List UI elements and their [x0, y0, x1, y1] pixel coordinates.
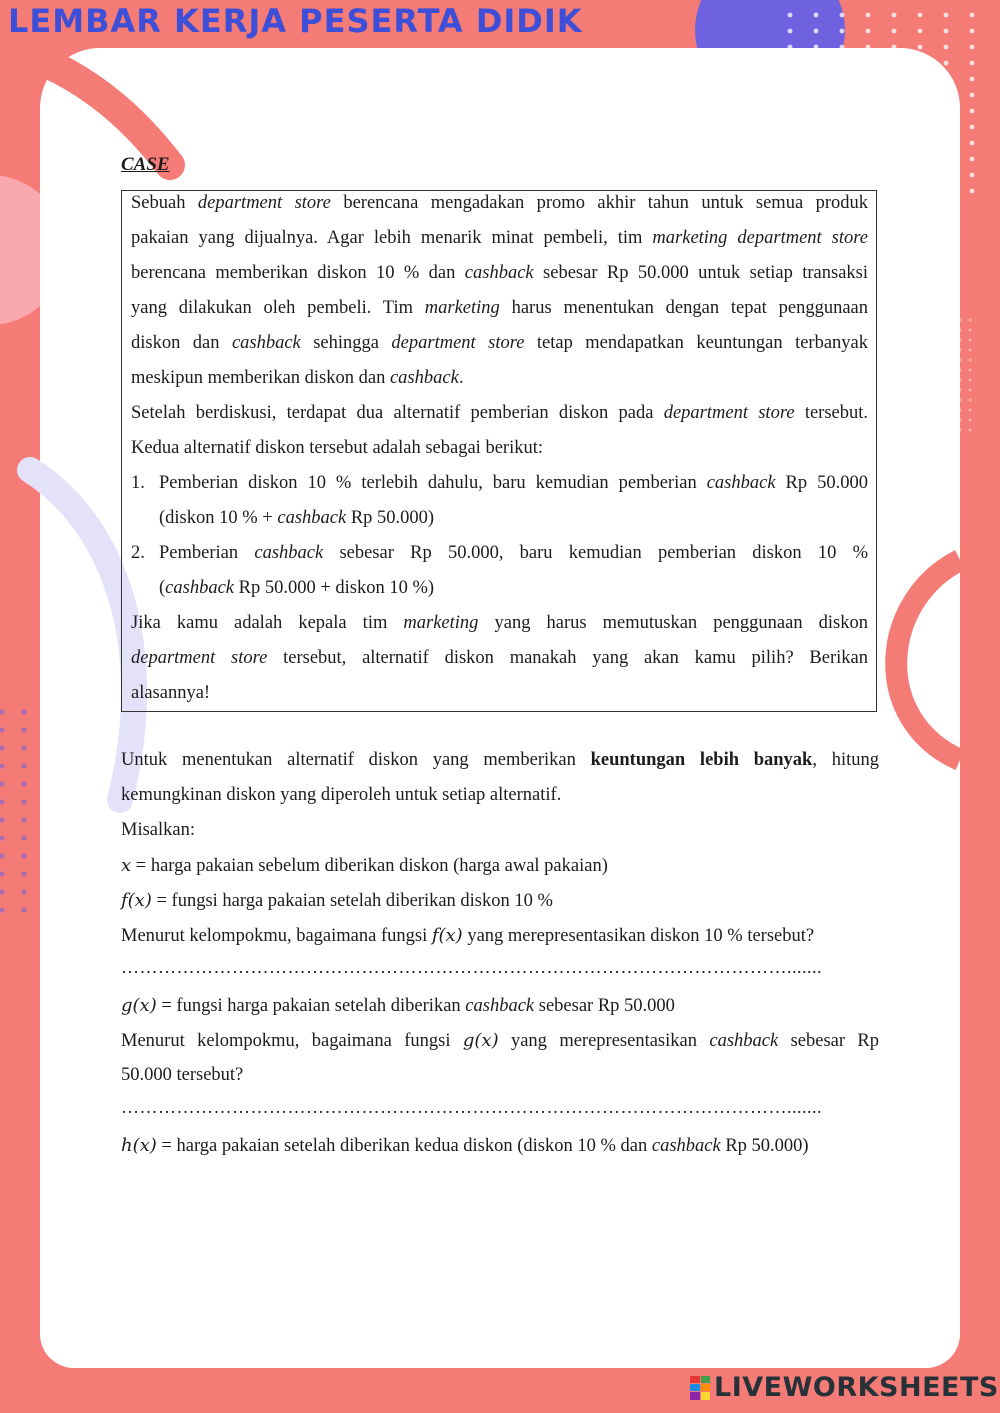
text-run: cashback — [651, 1136, 721, 1156]
liveworksheets-logo-icon — [690, 1376, 710, 1400]
case-heading: CASE — [121, 154, 170, 175]
text-run: meskipun memberikan diskon dan — [131, 368, 390, 388]
text-run: cashback — [465, 996, 535, 1016]
text-run: cashback — [464, 263, 534, 283]
text-run: x — [121, 855, 132, 876]
case-paragraph — [131, 221, 868, 256]
list-number: 2. — [131, 543, 145, 563]
text-run: = harga pakaian setelah diberikan kedua diskon (diskon 10 % dan — [156, 1136, 652, 1156]
case-paragraph — [131, 396, 868, 431]
text-run: department store — [197, 193, 331, 213]
text-run: berencana mengadakan promo akhir tahun untuk semua produk — [330, 193, 868, 213]
text-run: g(x) — [462, 1030, 499, 1051]
text-run: yang harus memutuskan penggunaan diskon — [478, 613, 869, 633]
case-paragraph — [131, 431, 868, 466]
text-run: diskon dan — [131, 333, 232, 353]
text-run: h(x) — [121, 1135, 157, 1156]
text-run: Menurut kelompokmu, bagaimana fungsi — [121, 926, 432, 946]
case-question — [131, 676, 868, 711]
text-run: yang merepresentasikan — [498, 1031, 710, 1051]
text-run: Jika kamu adalah kepala tim — [131, 613, 404, 633]
text-run: kemungkinan diskon yang diperoleh untuk setiap alternatif. — [121, 785, 562, 805]
intro-paragraph — [121, 743, 879, 778]
text-run: Rp 50.000) — [720, 1136, 809, 1156]
text-run: department store — [131, 648, 268, 668]
definition-x — [121, 848, 879, 884]
text-run: marketing — [403, 613, 479, 633]
text-run: Rp 50.000) — [346, 508, 435, 528]
answer-line-g[interactable]: ………………………………………………………………………………………………....... — [121, 1097, 822, 1117]
case-question — [131, 606, 868, 641]
case-paragraph — [131, 326, 868, 361]
text-run: department store — [663, 403, 795, 423]
text-run: Setelah berdiskusi, terdapat dua alternatif pemberian diskon pada — [131, 403, 664, 423]
question-g — [121, 1023, 879, 1059]
text-run: f(x) — [431, 925, 463, 946]
text-run: = fungsi harga pakaian setelah diberikan — [156, 996, 466, 1016]
question-g — [121, 1058, 879, 1093]
list-item — [159, 536, 868, 571]
list-item — [159, 571, 868, 606]
text-run: yang merepresentasikan diskon 10 % tersebut? — [462, 926, 815, 946]
text-run: cashback — [706, 473, 776, 493]
text-run: marketing — [424, 298, 500, 318]
text-run: cashback — [277, 508, 347, 528]
definition-f — [121, 883, 879, 919]
case-question — [131, 641, 868, 676]
definition-g — [121, 988, 879, 1024]
misalkan-label — [121, 813, 879, 848]
text-run: = harga pakaian sebelum diberikan diskon (harga awal pakaian) — [131, 856, 608, 876]
text-run: alasannya! — [131, 683, 211, 703]
text-run: g(x) — [121, 995, 157, 1016]
list-number: 1. — [131, 473, 145, 493]
text-run: berencana memberikan diskon 10 % dan — [131, 263, 465, 283]
text-run: Rp 50.000 + diskon 10 %) — [234, 578, 435, 598]
text-run: ( — [159, 578, 166, 598]
definition-h — [121, 1128, 879, 1164]
text-run: f(x) — [121, 890, 152, 911]
text-run: , hitung — [812, 750, 879, 770]
list-item — [159, 501, 868, 536]
text-run: pakaian yang dijualnya. Agar lebih menarik minat pembeli, tim — [131, 228, 653, 248]
text-run: cashback — [389, 368, 459, 388]
case-paragraph — [131, 186, 868, 221]
text-run: sebesar Rp — [778, 1031, 879, 1051]
text-run: cashback — [165, 578, 235, 598]
intro-paragraph — [121, 778, 879, 813]
text-run: Pemberian diskon 10 % terlebih dahulu, baru kemudian pemberian — [159, 473, 707, 493]
text-run: (diskon 10 % + — [159, 508, 278, 528]
text-run: cashback — [709, 1031, 779, 1051]
text-run: Rp 50.000 — [775, 473, 868, 493]
text-run: = fungsi harga pakaian setelah diberikan diskon 10 % — [151, 891, 553, 911]
text-run: tersebut. — [794, 403, 869, 423]
text-run: sebesar Rp 50.000, baru kemudian pemberian diskon 10 % — [323, 543, 868, 563]
case-paragraph — [131, 291, 868, 326]
list-item — [159, 466, 868, 501]
answer-line-f[interactable]: ………………………………………………………………………………………………....... — [121, 957, 822, 977]
liveworksheets-brand: LIVEWORKSHEETS — [714, 1372, 999, 1403]
text-run: tersebut, alternatif diskon manakah yang akan kamu pilih? Berikan — [267, 648, 868, 668]
text-run: marketing department store — [652, 228, 868, 248]
text-run: Pemberian — [159, 543, 255, 563]
liveworksheets-logo — [690, 1372, 999, 1403]
text-run: Sebuah — [131, 193, 198, 213]
text-run: cashback — [231, 333, 301, 353]
text-run: sebesar Rp 50.000 untuk setiap transaksi — [533, 263, 868, 283]
text-run: tetap mendapatkan keuntungan terbanyak — [524, 333, 869, 353]
worksheet-title: LEMBAR KERJA PESERTA DIDIK — [8, 2, 583, 40]
case-paragraph — [131, 361, 868, 396]
text-run: harus menentukan dengan tepat penggunaan — [499, 298, 868, 318]
text-run: Misalkan: — [121, 820, 195, 840]
text-run: . — [458, 368, 464, 388]
text-run: yang dilakukan oleh pembeli. Tim — [131, 298, 425, 318]
text-run: cashback — [254, 543, 324, 563]
case-paragraph — [131, 256, 868, 291]
text-run: Kedua alternatif diskon tersebut adalah sebagai berikut: — [131, 438, 543, 458]
text-run: 50.000 tersebut? — [121, 1065, 244, 1085]
text-run: department store — [391, 333, 525, 353]
text-run: Untuk menentukan alternatif diskon yang memberikan — [121, 750, 591, 770]
text-run: Menurut kelompokmu, bagaimana fungsi — [121, 1031, 463, 1051]
text-run: sehingga — [300, 333, 392, 353]
question-f — [121, 918, 879, 954]
text-run: keuntungan lebih banyak — [590, 750, 813, 770]
text-run: sebesar Rp 50.000 — [534, 996, 675, 1016]
